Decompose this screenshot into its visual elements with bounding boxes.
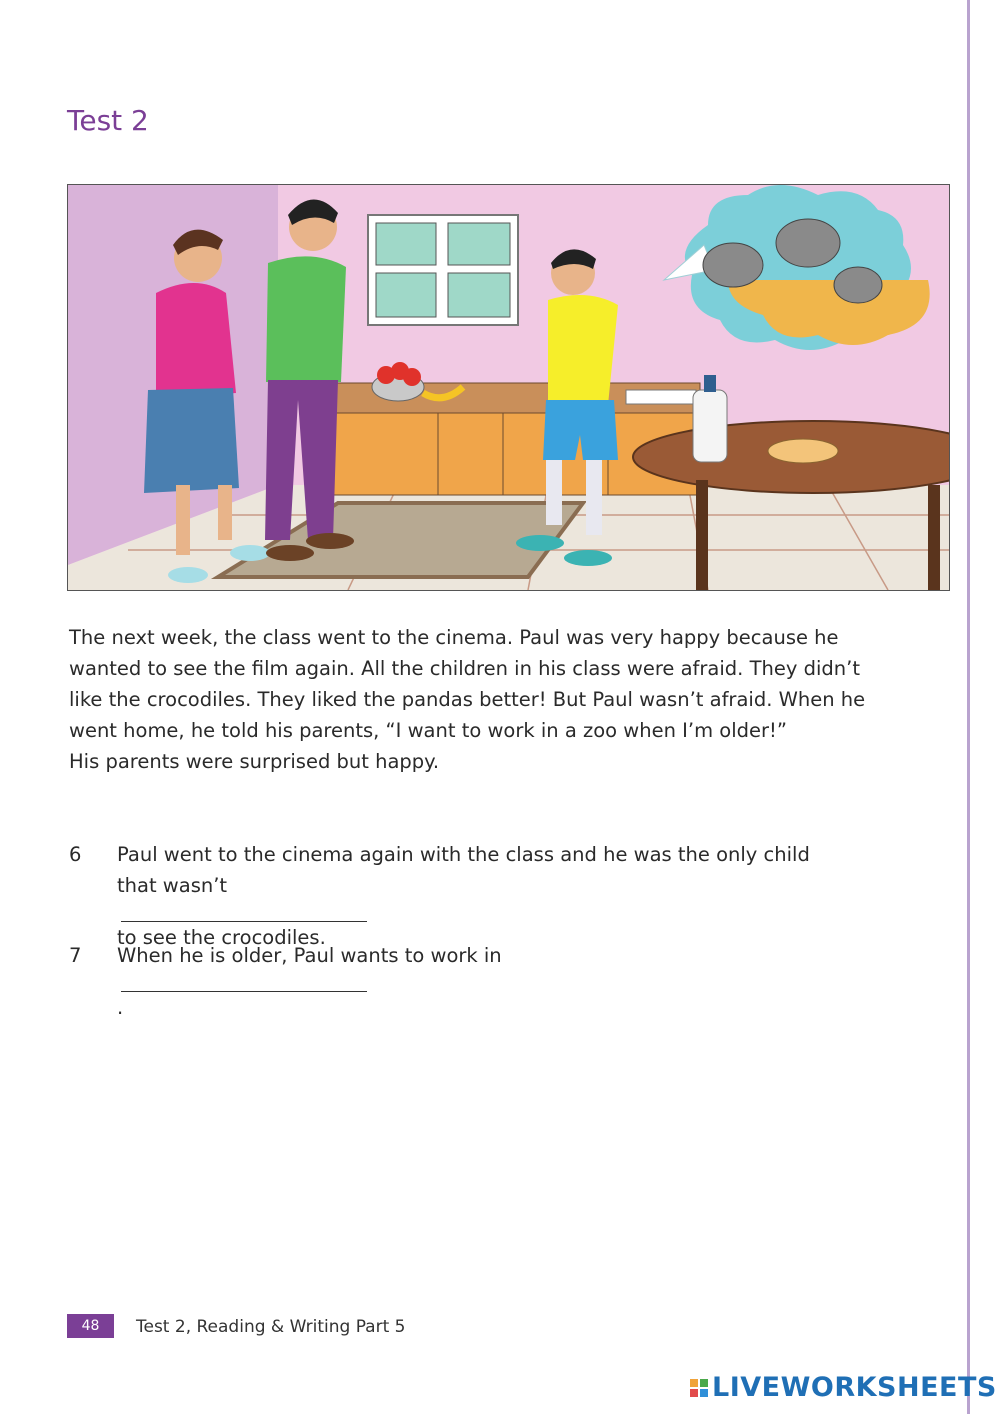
answer-blank-6[interactable] [121, 901, 367, 922]
question-number: 6 [69, 843, 82, 866]
question-text-after: to see the crocodiles. [117, 926, 326, 949]
story-paragraph [69, 622, 949, 777]
page-edge-line [967, 0, 970, 1414]
liveworksheets-logo[interactable] [690, 1372, 997, 1403]
story-line: The next week, the class went to the cinema. Paul was very happy because he [69, 626, 839, 649]
page-number: 48 [67, 1314, 114, 1338]
story-line: like the crocodiles. They liked the pandas better! But Paul wasn’t afraid. When he [69, 688, 866, 711]
answer-blank-7[interactable] [121, 971, 367, 992]
footer-section: Test 2, Reading & Writing Part 5 [136, 1317, 406, 1337]
family-kitchen-illustration-icon [68, 185, 949, 590]
logo-text: LIVEWORKSHEETS [712, 1372, 997, 1403]
question-text [117, 839, 810, 953]
story-line: wanted to see the film again. All the children in his class were afraid. They didn’t [69, 657, 860, 680]
question-line [117, 940, 502, 1023]
question-number: 7 [69, 944, 82, 967]
question-text-before: When he is older, Paul wants to work in [117, 944, 502, 967]
story-line: went home, he told his parents, “I want to work in a zoo when I’m older!” [69, 719, 787, 742]
page-title: Test 2 [67, 104, 149, 137]
question-text-after: . [117, 996, 124, 1019]
story-line: His parents were surprised but happy. [69, 750, 440, 773]
family-kitchen-illustration [67, 184, 950, 591]
logo-blocks-icon [690, 1379, 708, 1397]
question-text-before: that wasn’t [117, 874, 228, 897]
question-line: Paul went to the cinema again with the class and he was the only child [117, 843, 810, 866]
question-text [117, 940, 502, 1023]
